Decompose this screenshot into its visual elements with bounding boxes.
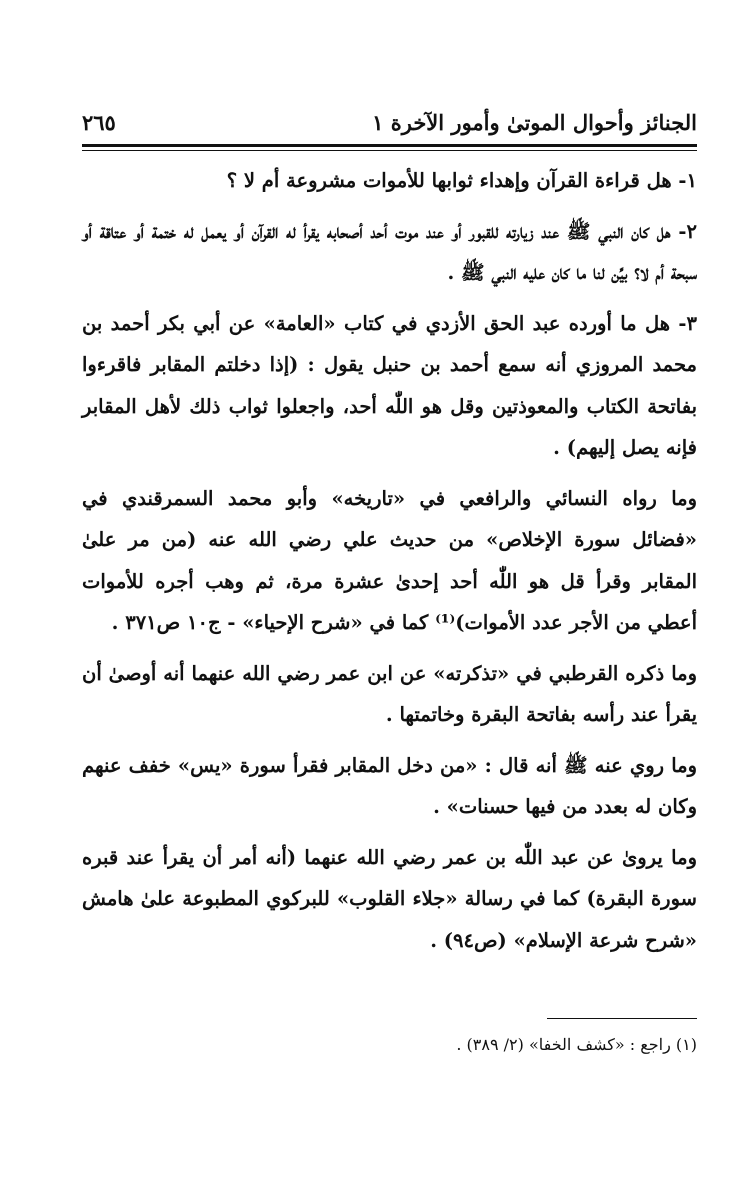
footnote: (١) راجع : «كشف الخفا» (٢/ ٣٨٩) . bbox=[456, 1035, 697, 1054]
footnote-separator bbox=[547, 1018, 697, 1019]
main-text bbox=[82, 160, 697, 970]
header-rule-thick bbox=[82, 144, 697, 147]
yasin-narration-paragraph: وما روي عنه ﷺ أنه قال : «من دخل المقابر فقرأ سورة «يس» خفف عنهم وكان له بعدد من فيها حسنات» . bbox=[82, 753, 697, 818]
nasai-narration-paragraph: وما رواه النسائي والرافعي في «تاريخه» وأبو محمد السمرقندي في «فضائل سورة الإخلاص» من حديث علي رضي الله عنه (من مر علىٰ المقابر وقرأ قل هو اللّٰه أحد إحدىٰ عشرة مرة، ثم وهب أجره للأموات أعطي من الأجر عدد الأموات)⁽¹⁾ كما في «شرح الإحياء» - ج١٠ ص٣٧١ . bbox=[82, 486, 697, 634]
ibn-umar-narration-paragraph: وما يروىٰ عن عبد اللّٰه بن عمر رضي الله عنهما (أنه أمر أن يقرأ عند قبره سورة البقرة) كما في رسالة «جلاء القلوب» للبركوي المطبوعة علىٰ هامش «شرح شرعة الإسلام» (ص٩٤) . bbox=[82, 845, 697, 952]
page-number: ٢٦٥ bbox=[82, 109, 116, 135]
qurtubi-narration-paragraph: وما ذكره القرطبي في «تذكرته» عن ابن عمر رضي الله عنهما أنه أوصىٰ أن يقرأ عند رأسه بفاتحة البقرة وخاتمتها . bbox=[82, 661, 697, 726]
page-header bbox=[82, 104, 697, 140]
question-1-paragraph: ١- هل قراءة القرآن وإهداء ثوابها للأموات مشروعة أم لا ؟ bbox=[226, 169, 697, 192]
question-3-paragraph: ٣- هل ما أورده عبد الحق الأزدي في كتاب «العامة» عن أبي بكر أحمد بن محمد المروزي أنه سمع أحمد بن حنبل يقول : (إذا دخلتم المقابر فاقرءوا بفاتحة الكتاب والمعوذتين وقل هو اللّٰه أحد، واجعلوا ثواب ذلك لأهل المقابر فإنه يصل إليهم) . bbox=[82, 311, 697, 459]
header-rule-thin bbox=[82, 150, 697, 151]
running-title: الجنائز وأحوال الموتىٰ وأمور الآخرة ١ bbox=[372, 109, 697, 135]
question-2-paragraph: ٢- هل كان النبي ﷺ عند زيارته للقبور أو عند موت أحد أصحابه يقرأ له القرآن أو يعمل له ختمة أو عتاقة أو سبحة أم لا؟ بيِّن لنا ما كان عليه النبي ﷺ . bbox=[82, 219, 697, 284]
